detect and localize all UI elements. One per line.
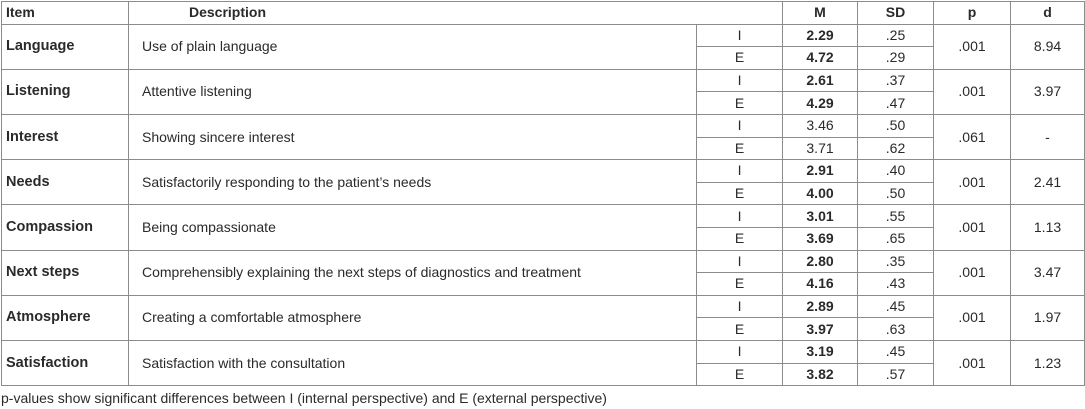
effect-size: 3.47 [1011,250,1085,295]
mean-value: 2.61 [783,69,858,92]
effect-size: 1.97 [1011,295,1085,340]
sd-value: .65 [858,227,934,250]
perspective-label: E [697,227,783,250]
p-value: .001 [934,69,1011,114]
mean-value: 3.19 [783,340,858,363]
sd-value: .62 [858,137,934,160]
table-row-internal [2,295,1085,318]
p-value: .001 [934,160,1011,205]
item-name: Satisfaction [2,340,129,385]
sd-value: .63 [858,318,934,341]
perspective-label: E [697,137,783,160]
p-value: .001 [934,295,1011,340]
p-value: .001 [934,250,1011,295]
effect-size: - [1011,114,1085,159]
item-name: Needs [2,160,129,205]
results-table [1,1,1085,386]
mean-value: 2.80 [783,250,858,273]
perspective-label: I [697,69,783,92]
mean-value: 3.69 [783,227,858,250]
table-row-internal [2,250,1085,273]
perspective-label: I [697,340,783,363]
item-description: Satisfactorily responding to the patient’s needs [129,160,697,205]
item-description: Attentive listening [129,69,697,114]
item-name: Compassion [2,205,129,250]
mean-value: 4.72 [783,47,858,70]
table-body [2,24,1085,386]
effect-size: 2.41 [1011,160,1085,205]
mean-value: 3.71 [783,137,858,160]
perspective-label: E [697,363,783,386]
sd-value: .45 [858,295,934,318]
header-sd: SD [858,2,934,25]
effect-size: 8.94 [1011,24,1085,69]
sd-value: .35 [858,250,934,273]
mean-value: 4.00 [783,182,858,205]
item-description: Use of plain language [129,24,697,69]
mean-value: 3.82 [783,363,858,386]
mean-value: 3.46 [783,114,858,137]
item-name: Listening [2,69,129,114]
perspective-label: E [697,273,783,296]
sd-value: .50 [858,114,934,137]
table-row-internal [2,114,1085,137]
header-row [2,2,1085,25]
item-description: Being compassionate [129,205,697,250]
perspective-label: I [697,24,783,47]
sd-value: .47 [858,92,934,115]
perspective-label: I [697,295,783,318]
table-row-internal [2,160,1085,183]
perspective-label: E [697,92,783,115]
perspective-label: I [697,160,783,183]
effect-size: 1.23 [1011,340,1085,385]
mean-value: 2.29 [783,24,858,47]
sd-value: .50 [858,182,934,205]
item-name: Interest [2,114,129,159]
sd-value: .57 [858,363,934,386]
table-row-internal [2,69,1085,92]
perspective-label: I [697,114,783,137]
item-description: Creating a comfortable atmosphere [129,295,697,340]
perspective-label: E [697,318,783,341]
mean-value: 3.97 [783,318,858,341]
effect-size: 3.97 [1011,69,1085,114]
item-description: Showing sincere interest [129,114,697,159]
sd-value: .45 [858,340,934,363]
sd-value: .43 [858,273,934,296]
sd-value: .40 [858,160,934,183]
perspective-label: E [697,182,783,205]
sd-value: .37 [858,69,934,92]
header-m: M [783,2,858,25]
perspective-label: I [697,250,783,273]
table-row-internal [2,24,1085,47]
item-name: Next steps [2,250,129,295]
item-name: Atmosphere [2,295,129,340]
item-name: Language [2,24,129,69]
mean-value: 4.16 [783,273,858,296]
p-value: .001 [934,24,1011,69]
p-value: .001 [934,340,1011,385]
table-footnote: p-values show significant differences between I (internal perspective) and E (external perspective) [1,390,607,406]
mean-value: 4.29 [783,92,858,115]
item-description: Satisfaction with the consultation [129,340,697,385]
sd-value: .25 [858,24,934,47]
perspective-label: E [697,47,783,70]
header-d: d [1011,2,1085,25]
table-row-internal [2,205,1085,228]
header-item: Item [2,2,129,25]
sd-value: .29 [858,47,934,70]
sd-value: .55 [858,205,934,228]
header-p: p [934,2,1011,25]
effect-size: 1.13 [1011,205,1085,250]
p-value: .001 [934,205,1011,250]
mean-value: 2.89 [783,295,858,318]
header-description: Description [129,2,783,25]
p-value: .061 [934,114,1011,159]
perspective-label: I [697,205,783,228]
mean-value: 2.91 [783,160,858,183]
table-row-internal [2,340,1085,363]
item-description: Comprehensibly explaining the next steps of diagnostics and treatment [129,250,697,295]
mean-value: 3.01 [783,205,858,228]
